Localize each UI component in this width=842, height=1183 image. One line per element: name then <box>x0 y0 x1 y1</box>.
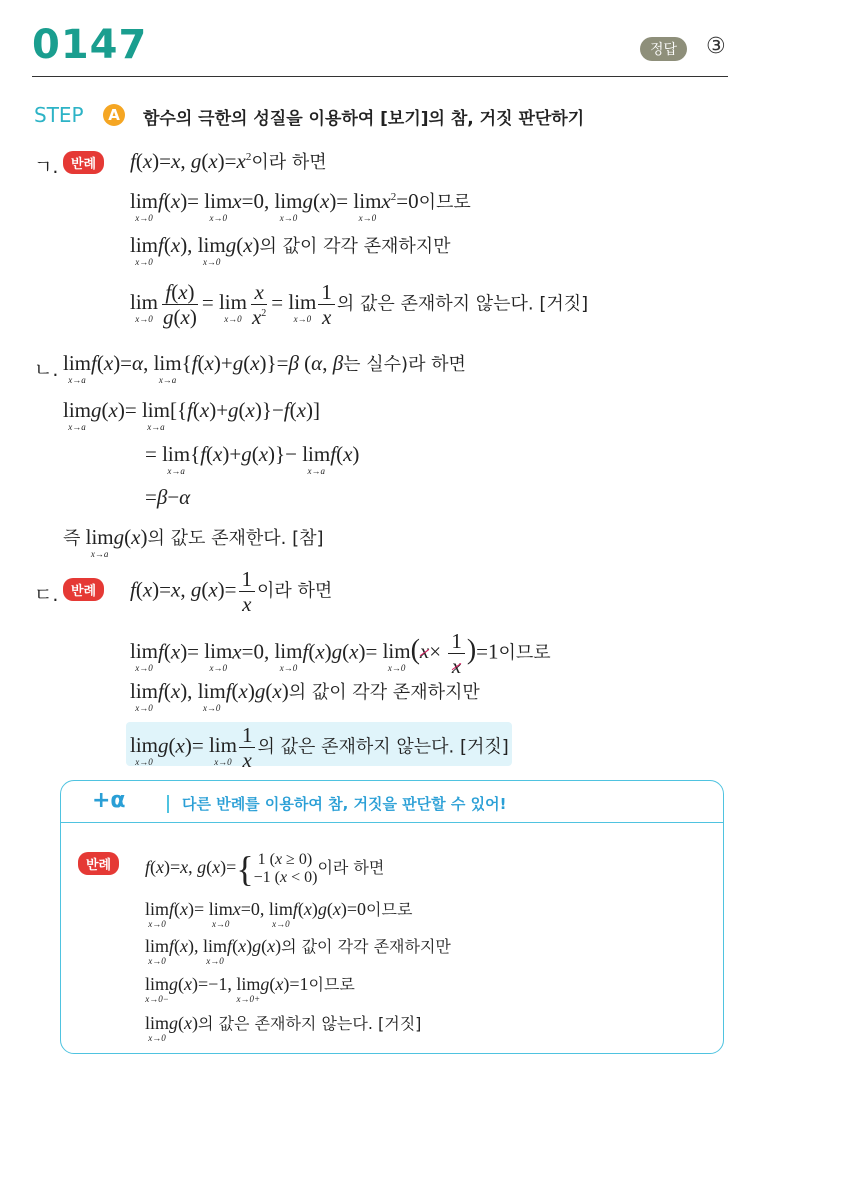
item-b-marker: ㄴ. <box>34 359 59 381</box>
box-line2: lim x→0 f(x)= lim x→0 x=0, lim x→0 f(x)g(x)=0이므로 <box>145 899 413 929</box>
header-rule <box>32 76 728 77</box>
counterexample-badge: 반례 <box>63 151 104 174</box>
plus-alpha-header-rule <box>61 822 723 823</box>
item-a-line1: f(x)=x, $g(x)=x^2$이라 하면 <box>130 149 327 173</box>
item-c-line4: lim x→0 g(x)= lim x→0 $\frac{1}{x}$ 의 값은 존재하지 않는다. [거짓] <box>130 723 509 773</box>
item-c-marker: ㄷ. <box>34 584 59 606</box>
box-line5: lim x→0 g(x)의 값은 존재하지 않는다. [거짓] <box>145 1013 422 1043</box>
answer-label: 정답 <box>650 42 678 58</box>
item-a-line4: lim x→0 $\frac{f(x)}{g(x)}$ = lim x→0 $\frac{x}{x^2}$ = lim x→0 $\frac{1}{x}$ 의 값은 존재하지 않는다. [거짓] <box>130 280 589 330</box>
answer-pill <box>640 37 687 61</box>
box-line1: f(x)=x, g(x)={ 1 (x ≥ 0) −1 (x < 0)이라 하면 <box>145 849 385 889</box>
item-b-line4: =β−α <box>145 485 191 509</box>
item-b-line1: lim x→a f(x)=α, lim x→a {f(x)+g(x)}=β (α, β는 실수)라 하면 <box>63 351 466 385</box>
item-a-marker: ㄱ. <box>34 156 59 178</box>
item-a-line3: lim x→0 f(x), lim x→0 g(x)의 값이 각각 존재하지만 <box>130 233 451 267</box>
item-a-line2: lim x→0 f(x)= lim x→0 x=0, lim x→0 g(x)= lim x→0 $x^2=0$이므로 <box>130 189 471 223</box>
step-title: 함수의 극한의 성질을 이용하여 [보기]의 참, 거짓 판단하기 <box>143 109 585 129</box>
item-b-line5: 즉 lim x→a g(x)의 값도 존재한다. [참] <box>63 525 324 559</box>
item-c-line1: f(x)=x, g(x)= $\frac{1}{x}$ 이라 하면 <box>130 567 333 617</box>
item-b-line3: = lim x→a {f(x)+g(x)}− lim x→a f(x) <box>145 442 360 476</box>
item-b-line2: lim x→a g(x)= lim x→a [{f(x)+g(x)}−f(x)] <box>63 398 320 432</box>
counterexample-badge: 반례 <box>63 578 104 601</box>
plus-alpha-title: 다른 반례를 이용하여 참, 거짓을 판단할 수 있어! <box>182 795 507 813</box>
item-c-line3: lim x→0 f(x), lim x→0 f(x)g(x)의 값이 각각 존재하지만 <box>130 679 480 713</box>
item-c-line2: lim x→0 f(x)= lim x→0 x=0, lim x→0 f(x)g(x)= lim x→0 (x× $\frac{1}{x}$ )=1이므로 <box>130 629 551 679</box>
box-line4: lim x→0− g(x)=−1, lim x→0+ g(x)=1이므로 <box>145 974 355 1004</box>
answer-value: ③ <box>706 34 726 59</box>
plus-alpha-divider <box>167 795 169 813</box>
step-label: STEP <box>34 103 84 127</box>
step-badge: A <box>103 104 125 126</box>
problem-number: 0147 <box>32 22 148 68</box>
plus-alpha-icon: +α <box>92 788 126 813</box>
box-line3: lim x→0 f(x), lim x→0 f(x)g(x)의 값이 각각 존재하지만 <box>145 936 451 966</box>
counterexample-badge: 반례 <box>78 852 119 875</box>
